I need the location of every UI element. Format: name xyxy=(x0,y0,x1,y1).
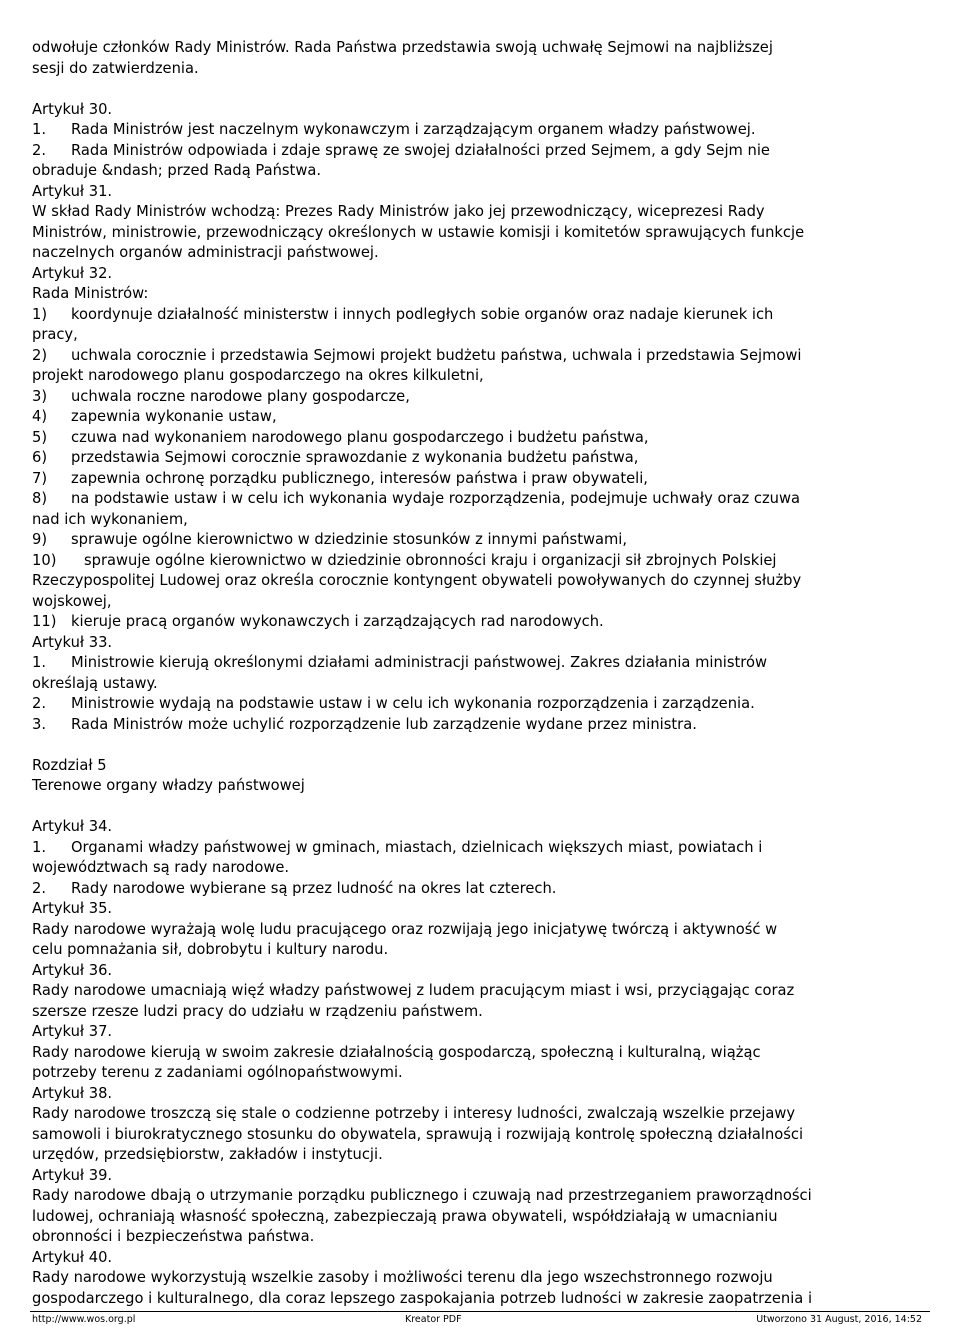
text-line: Rada Ministrów: xyxy=(32,285,149,302)
item-number: 2) xyxy=(32,346,48,364)
page-footer xyxy=(30,1311,930,1326)
text-line: Rady narodowe umacniają więź władzy państwowej z ludem pracującym miast i wsi, przyciągając coraz xyxy=(32,982,795,999)
text-line: Rady narodowe wyrażają wolę ludu pracującego oraz rozwijają jego inicjatywę twórczą i aktywność w xyxy=(32,920,778,938)
item-text: uchwala roczne narodowe plany gospodarcze, xyxy=(71,387,410,405)
item-number: 8) xyxy=(32,490,48,507)
item-text: zapewnia ochronę porządku publicznego, interesów państwa i praw obywateli, xyxy=(71,469,648,487)
chapter-heading: Rozdział 5 xyxy=(32,756,107,774)
paragraph-text: Ministrowie wydają na podstawie ustaw i w celu ich wykonania rozporządzenia i zarządzenia. xyxy=(71,695,755,712)
item-number: 10) xyxy=(32,551,57,569)
item-text: zapewnia wykonanie ustaw, xyxy=(71,408,277,425)
item-text: sprawuje ogólne kierownictwo w dziedzinie obronności kraju i organizacji sił zbrojnych Polskiej xyxy=(84,551,777,569)
text-line: samowoli i biurokratycznego stosunku do obywatela, sprawują i rozwijają kontrolę społeczną działalności xyxy=(32,1125,804,1143)
item-number: 11) xyxy=(32,613,57,630)
text-line: projekt narodowego planu gospodarczego na okres kilkuletni, xyxy=(32,367,484,384)
item-number: 7) xyxy=(32,469,48,487)
item-number: 3) xyxy=(32,387,48,405)
numbered-paragraph xyxy=(32,838,928,859)
paragraph-number: 1. xyxy=(32,121,47,138)
item-text: koordynuje działalność ministerstw i innych podległych sobie organów oraz nadaje kierunek ich xyxy=(71,305,774,323)
numbered-paragraph xyxy=(32,879,928,900)
text-line: celu pomnażania sił, dobrobytu i kultury narodu. xyxy=(32,941,389,958)
text-line: obronności i bezpieczeństwa państwa. xyxy=(32,1228,315,1245)
article-heading: Artykuł 35. xyxy=(32,900,113,917)
item-text: na podstawie ustaw i w celu ich wykonania wydaje rozporządzenia, podejmuje uchwały oraz czuwa xyxy=(71,490,800,507)
article-heading: Artykuł 36. xyxy=(32,961,113,979)
list-item xyxy=(32,551,928,572)
list-item xyxy=(32,612,928,633)
item-number: 6) xyxy=(32,449,48,466)
text-line: sesji do zatwierdzenia. xyxy=(32,59,199,77)
list-item xyxy=(32,407,928,428)
list-item xyxy=(32,530,928,551)
paragraph-text: Rada Ministrów może uchylić rozporządzenie lub zarządzenie wydane przez ministra. xyxy=(71,715,697,733)
paragraph-number: 2. xyxy=(32,879,47,897)
text-line: określają ustawy. xyxy=(32,674,158,692)
article-heading: Artykuł 33. xyxy=(32,633,113,651)
list-item xyxy=(32,489,928,510)
list-item xyxy=(32,428,928,449)
list-item xyxy=(32,448,928,469)
paragraph-number: 2. xyxy=(32,695,47,712)
item-text: czuwa nad wykonaniem narodowego planu gospodarczego i budżetu państwa, xyxy=(71,428,649,446)
paragraph-number: 1. xyxy=(32,654,47,671)
footer-generator: Kreator PDF xyxy=(405,1314,462,1325)
paragraph-text: Rady narodowe wybierane są przez ludność na okres lat czterech. xyxy=(71,879,557,897)
numbered-paragraph xyxy=(32,715,928,736)
list-item xyxy=(32,387,928,408)
paragraph-text: Organami władzy państwowej w gminach, miastach, dzielnicach większych miast, powiatach i xyxy=(71,838,763,856)
text-line: W skład Rady Ministrów wchodzą: Prezes Rady Ministrów jako jej przewodniczący, wiceprezesi Rady xyxy=(32,203,765,220)
list-item xyxy=(32,469,928,490)
blank-line xyxy=(32,79,928,100)
text-line: Rady narodowe dbają o utrzymanie porządku publicznego i czuwają nad przestrzeganiem praworządności xyxy=(32,1187,812,1204)
text-line: pracy, xyxy=(32,326,78,343)
numbered-paragraph xyxy=(32,653,928,674)
text-line: urzędów, przedsiębiorstw, zakładów i instytucji. xyxy=(32,1146,383,1163)
paragraph-text: Ministrowie kierują określonymi działami administracji państwowej. Zakres działania ministrów xyxy=(71,654,767,671)
article-heading: Artykuł 34. xyxy=(32,818,113,835)
paragraph-number: 2. xyxy=(32,141,47,159)
text-line: Ministrów, ministrowie, przewodniczący określonych w ustawie komisji i komitetów sprawujących funkcje xyxy=(32,223,805,241)
blank-line xyxy=(32,735,928,756)
text-line: gospodarczego i kulturalnego, dla coraz lepszego zaspokajania potrzeb ludności w zakresie zaopatrzenia i xyxy=(32,1289,813,1307)
paragraph-text: Rada Ministrów odpowiada i zdaje sprawę ze swojej działalności przed Sejmem, a gdy Sejm nie xyxy=(71,141,770,159)
item-text: sprawuje ogólne kierownictwo w dziedzinie stosunków z innymi państwami, xyxy=(71,531,628,548)
text-line: odwołuje członków Rady Ministrów. Rada Państwa przedstawia swoją uchwałę Sejmowi na najbliższej xyxy=(32,39,773,56)
item-number: 4) xyxy=(32,408,48,425)
article-heading: Artykuł 32. xyxy=(32,264,113,282)
text-line: wojskowej, xyxy=(32,592,112,610)
chapter-title: Terenowe organy władzy państwowej xyxy=(32,777,305,794)
footer-created-date: Utworzono 31 August, 2016, 14:52 xyxy=(756,1314,922,1325)
item-text: przedstawia Sejmowi corocznie sprawozdanie z wykonania budżetu państwa, xyxy=(71,449,639,466)
text-line: obraduje &ndash; przed Radą Państwa. xyxy=(32,162,322,179)
document-body xyxy=(32,38,928,1309)
article-heading: Artykuł 31. xyxy=(32,182,113,200)
item-text: uchwala corocznie i przedstawia Sejmowi projekt budżetu państwa, uchwala i przedstawia Sejmowi xyxy=(71,346,802,364)
list-item xyxy=(32,346,928,367)
text-line: Rady narodowe kierują w swoim zakresie działalnością gospodarczą, społeczną i kulturalną, wiążąc xyxy=(32,1043,761,1061)
list-item xyxy=(32,305,928,326)
article-heading: Artykuł 38. xyxy=(32,1084,113,1102)
blank-line xyxy=(32,797,928,818)
text-line: naczelnych organów administracji państwowej. xyxy=(32,244,379,261)
text-line: Rzeczypospolitej Ludowej oraz określa corocznie kontyngent obywateli powoływanych do czynnej służby xyxy=(32,572,802,589)
item-number: 9) xyxy=(32,531,48,548)
text-line: potrzeby terenu z zadaniami ogólnopaństwowymi. xyxy=(32,1064,403,1081)
paragraph-number: 1. xyxy=(32,838,47,856)
article-heading: Artykuł 40. xyxy=(32,1248,113,1266)
numbered-paragraph xyxy=(32,141,928,162)
item-text: kieruje pracą organów wykonawczych i zarządzających rad narodowych. xyxy=(71,613,604,630)
article-heading: Artykuł 30. xyxy=(32,100,113,118)
text-line: ludowej, ochraniają własność społeczną, zabezpieczają prawa obywateli, współdziałają w umacnianiu xyxy=(32,1207,778,1225)
paragraph-number: 3. xyxy=(32,715,47,733)
text-line: Rady narodowe troszczą się stale o codzienne potrzeby i interesy ludności, zwalczają wszelkie przejawy xyxy=(32,1105,796,1122)
footer-url-link[interactable]: http://www.wos.org.pl xyxy=(32,1314,136,1325)
text-line: nad ich wykonaniem, xyxy=(32,510,188,528)
article-heading: Artykuł 39. xyxy=(32,1166,113,1184)
article-heading: Artykuł 37. xyxy=(32,1023,113,1040)
text-line: Rady narodowe wykorzystują wszelkie zasoby i możliwości terenu dla jego wszechstronnego rozwoju xyxy=(32,1269,773,1286)
paragraph-text: Rada Ministrów jest naczelnym wykonawczym i zarządzającym organem władzy państwowej. xyxy=(71,121,756,138)
numbered-paragraph xyxy=(32,694,928,715)
text-line: województwach są rady narodowe. xyxy=(32,859,290,876)
item-number: 1) xyxy=(32,305,48,323)
text-line: szersze rzesze ludzi pracy do udziału w rządzeniu państwem. xyxy=(32,1002,483,1020)
numbered-paragraph xyxy=(32,120,928,141)
item-number: 5) xyxy=(32,428,48,446)
